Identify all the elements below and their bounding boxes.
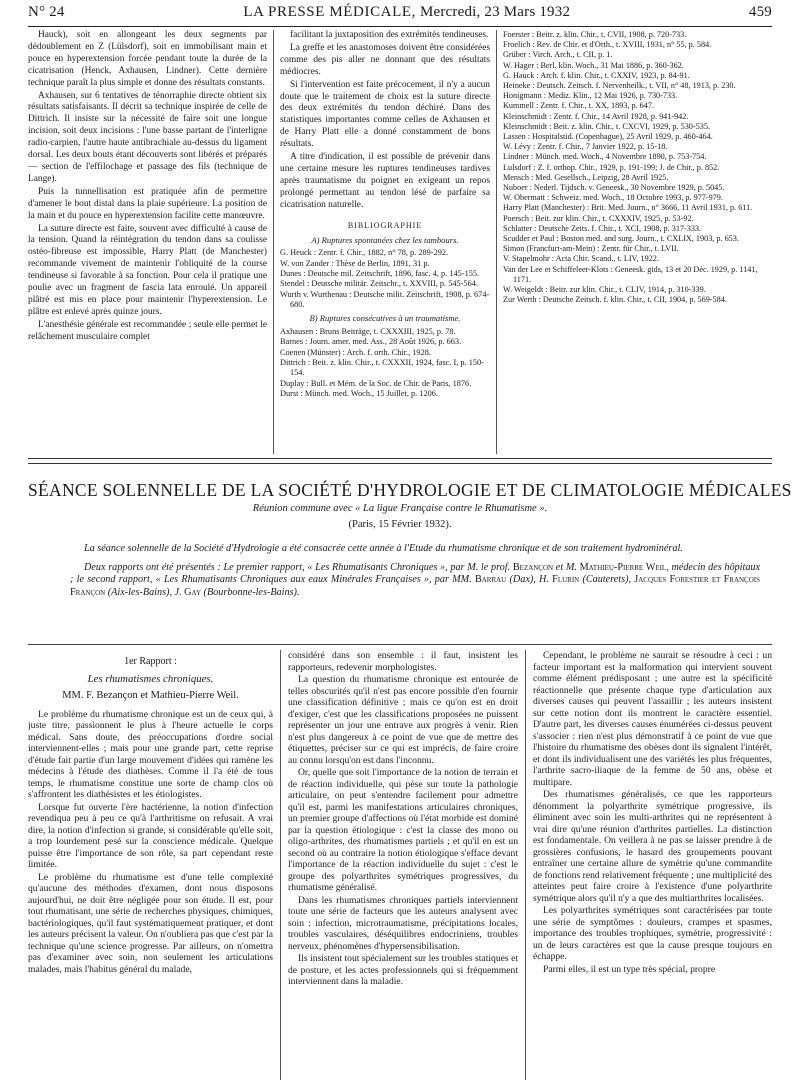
paragraph: Puis la tunnellisation est pratiquée afin de permettre d'amener le bout distal dans la plaie supérieure. La position de la main et du pouce en hyperextension facilite cette manœuvre. xyxy=(28,186,267,221)
paragraph: facilitant la juxtaposition des extrémités tendineuses. xyxy=(290,30,489,40)
paragraph: Des rhumatismes généralisés, ce que les rapporteurs dénomment la polyarthrite symétrique progressive, ils éliminent avec soin les multi-arthrites qui ne représentent à vrai dire qu'une réunion d'arthrites partielles. La distinction est fondamentale. On veillera à ne pas se laisser prendre à de grossières confusions, le hasard des groupements pouvant entraîner une certaine allure de symétrie qu'une commandite de fonctions rend relativement fréquente ; une multiplicité des atteintes peut faire croire à l'existence d'une polyarthrite symétrique alors qu'il n'y a que des multiarthrites localisées. xyxy=(533,789,772,904)
author-name: Mathieu-Pierre Weil xyxy=(579,561,667,573)
reference: Kleinschmidt : Beit. z. klin. Chir., t. CXCVI, 1929, p. 530-535. xyxy=(503,121,710,131)
section-subtitle xyxy=(28,503,772,514)
reference: Wurth v. Wurthenau : Deutsche milit. Zeitschrift, 1908, p. 674-680. xyxy=(280,289,490,309)
reference: Kummell : Zentr. f. Chir., t. XX, 1893, p. 647. xyxy=(503,101,655,111)
reference: Poersch : Beit. zur klin. Chir., t. CXXXIV, 1925, p. 53-92. xyxy=(503,213,694,223)
paragraph: Dans les rhumatismes chroniques partiels interviennent toute une série de facteurs que les auteurs analysent avec soin : infection, microtraumatisme, précipitations locales, troubles vasculaires, déséquilibres endocriniens, troubles nerveux, phénomènes d'hypersensibilisation. xyxy=(288,894,518,952)
journal-masthead xyxy=(243,4,570,21)
author-name: Gay xyxy=(184,586,201,598)
section-divider xyxy=(28,458,772,464)
running-header xyxy=(28,4,772,26)
reference: Schlatter : Deutsche Zeits. f. Chir., t. XCI, 1908, p. 317-333. xyxy=(503,223,702,233)
paragraph: considéré dans son ensemble : il faut, insistent les rapporteurs, redevenir morphologistes. xyxy=(288,650,518,673)
reference: Kleinschmidt : Zentr. f. Chir., 14 Avril 1928, p. 941-942. xyxy=(503,111,689,121)
intro-text: (Bourbonne-les-Bains). xyxy=(203,586,300,598)
bibliography-subheading: B) Ruptures consécutives à un traumatisme. xyxy=(309,313,461,324)
reference: Durst : Münch. med. Woch., 15 Juillet, p. 1206. xyxy=(280,388,438,398)
journal-name: LA PRESSE MÉDICALE, xyxy=(243,4,416,20)
top-article xyxy=(28,30,772,454)
intro-paragraph: La séance solennelle de la Société d'Hydrologie a été consacrée cette année à l'Etude du rhumatisme chronique et de son traitement hydrominéral. xyxy=(84,543,683,554)
header-rule xyxy=(28,26,772,27)
rapport-title: Les rhumatismes chroniques. xyxy=(87,672,214,685)
bibliography-heading: BIBLIOGRAPHIE xyxy=(347,220,423,230)
reference: Duplay : Bull. et Mém. de la Soc. de Chir. de Paris, 1876. xyxy=(280,378,472,388)
author-name: Flurin xyxy=(552,574,580,585)
reference: Coenen (Münster) : Arch. f. orth. Chir., 1928. xyxy=(280,347,431,357)
subtitle-ligue: La ligue Française contre le Rhumatisme xyxy=(363,503,537,514)
bottom-column-3 xyxy=(525,650,772,1080)
intro-text: (Cauterets), xyxy=(582,574,632,585)
paragraph: La question du rhumatisme chronique est entourée de telles obscurités qu'il n'est pas encore possible d'en fournir une classification définitive ; mais ce qu'on est en droit d'exiger, c'est que les classifications proposées ne puissent représenter un jour une entrave aux progrès à venir. Rien n'est plus dangereux à ce point de vue que de mettre des étiquettes, préciser sur ce qui est imprécis, de faire croire au connu lorsqu'on est dans l'inconnu. xyxy=(288,674,518,766)
bibliography-subheading: A) Ruptures spontanées chez les tambours. xyxy=(311,234,459,245)
top-column-1 xyxy=(28,30,273,454)
reference: Froelich : Rev. de Chir. et d'Orth., t. XVIII, 1931, n° 55, p. 584. xyxy=(503,40,712,50)
reference: Van der Lee et Schiffeleer-Klots : Geneesk. gids, 13 et 20 Déc. 1929, p. 1141, 1171. xyxy=(503,264,758,284)
reference: G. Heuck : Zentr. f. Chir., 1882, n° 78, p. 289-292. xyxy=(280,248,449,258)
reference: Honigmann : Mediz. Klin., 12 Mai 1926, p. 730-733. xyxy=(503,91,678,101)
intro-divider xyxy=(28,644,772,645)
reference: W. Obermatt : Schweiz. med. Woch., 18 Octobre 1993, p. 977-979. xyxy=(503,193,723,203)
paragraph: Parmi elles, il est un type très spécial, propre xyxy=(543,963,716,975)
rapport-article xyxy=(28,650,772,1080)
paragraph: Si l'intervention est faite précocement, il n'y a aucun doute que le traitement de choix est la suture directe des deux extrémités du tendon déchiré. Dans des statistiques importantes comme celles de Axhausen et de Harry Platt elle a donné constamment de bons résultats. xyxy=(280,79,490,150)
reference: Lindner : Münch. med. Woch., 4 Novembre 1890, p. 753-754. xyxy=(503,152,707,162)
reference: W. Weigeldt : Beitr. zur klin. Chir., t. CLIV, 1914, p. 310-339. xyxy=(503,285,706,295)
paragraph: A titre d'indication, il est possible de prévenir dans une certaine mesure les ruptures tendineuses tardives après traumatisme du poignet en exigeant un repos prolongé permettant au tendon lésé de parfaire sa cicatrisation naturelle. xyxy=(280,152,490,210)
reference: Lulsdorf : Z. f. orthop. Chir., 1929, p. 191-199; J. de Chir., p. 852. xyxy=(503,162,720,172)
reference: W. Hager : Berl. klin. Woch., 31 Mai 1886, p. 360-362. xyxy=(503,60,684,70)
intro-text: , médecin des hôpitaux ; le second rapport, « Les Rhumatisants Chroniques aux eaux Minérales Françaises », par MM. xyxy=(70,561,761,585)
reference: Mensch : Med. Gesellsch., Leipzig, 28 Avril 1925. xyxy=(503,172,669,182)
reference: G. Hauck : Arch. f. klin. Chir., t. CXXIV, 1923, p. 84-91. xyxy=(503,70,690,80)
paragraph: Les polyarthrites symétriques sont caractérisées par toute une série de symptômes : douleurs, crampes et spasmes, importance des troubles trophiques, symétrie, progressivité : un de leurs caractères est que la cause presque toujours en échappe. xyxy=(533,905,772,962)
bottom-column-2 xyxy=(280,650,525,1080)
intro-text: et M. xyxy=(555,561,577,573)
paragraph: Lorsque fut ouverte l'ère bactérienne, la notion d'infection revendiqua peu à peu ce qu'à l'arthritisme on refusait. A vrai dire, la notion d'infection si grande, si considérable qu'elle soit, a trop lourdement pesé sur la conscience médicale. Quelque puisse être l'importance de son rôle, sa part cependant reste limitée. xyxy=(28,801,273,870)
reference: Scudder et Paul : Boston med. and surg. Journ., t. CXLIX, 1903, p. 653. xyxy=(503,234,739,244)
reference: Nuboer : Nederl. Tijdsch. v. Geneesk., 30 Novembre 1929, p. 5045. xyxy=(503,183,725,193)
reference: Heineke : Deutsch. Zeitsch. f. Nervenheilk., t. VII, n° 48, 1913, p. 230. xyxy=(503,81,736,91)
author-name: Barrau xyxy=(474,574,507,585)
issue-date: Mercredi, 23 Mars 1932 xyxy=(419,4,571,20)
reference: Grüber : Virch. Arch., t. CII, p. 1. xyxy=(503,50,613,60)
section-date: (Paris, 15 Février 1932). xyxy=(348,519,452,530)
intro-text: (Dax), H. xyxy=(509,574,549,585)
reference: Foerster : Beitr. z. klin. Chir., t. CVII, 1908, p. 720-733. xyxy=(503,30,687,39)
page-number: 459 xyxy=(748,4,772,20)
reference: Lassen : Hospitalstid. (Copenhague), 25 Avril 1929, p. 460-464. xyxy=(503,132,713,142)
paragraph: L'anesthésie générale est recommandée ; seule elle permet le relâchement musculaire complet xyxy=(28,319,267,342)
top-column-3 xyxy=(496,30,772,454)
issue-number: N° 24 xyxy=(28,4,65,20)
reference: W. von Zander : Thèse de Berlin, 1891, 31 p. xyxy=(280,258,430,268)
reference: Simon (Francfurt-am-Mein) : Zentr. für Chir., t. LVII. xyxy=(503,244,679,254)
intro-text: Deux rapports ont été présentés : Le premier rapport, « Les Rhumatisants Chroniques », par M. le prof. xyxy=(84,561,511,573)
intro-text: (Aix-les-Bains), J. xyxy=(107,586,182,598)
paragraph: Ils insistent tout spécialement sur les troubles statiques et de posture, et les actes professionnels qui si fréquemment interviennent dans la maladie. xyxy=(288,953,518,987)
reference: Axhausen : Bruns Beiträge, t. CXXXIII, 1925, p. 78. xyxy=(280,327,456,337)
paragraph: Cependant, le problème ne saurait se résoudre à ceci : un facteur important est la malformation qui intervient souvent comme élément prédisposant ; une autre est la spécificité réactionnelle que présente chaque type d'articulation aux diverses causes qui peuvent l'assaillir ; les auteurs insistent sur cette notion dont ils montrent le caractère essentiel. D'autre part, les diverses causes énumérées ci-dessus peuvent s'associer : rien n'est plus démonstratif à ce point de vue que l'histoire du rhumatisme des obèses dont ils signalent l'intérêt, et dont ils individualisent une des variétés les plus fréquentes, l'arthrite sacro-iliaque de la femme de 50 ans, obèse et multipare. xyxy=(533,650,772,788)
reference: Stendel : Deutsche militär. Zeitschr., t. XXVIII, p. 545-564. xyxy=(280,279,478,289)
rapport-label: 1er Rapport : xyxy=(124,656,177,667)
reference: Zur Werth : Deutsche Zeitsch. f. klin. Chir., t. CII, 1904, p. 569-584. xyxy=(503,295,727,305)
reference: V. Stapelmohr : Acta Chir. Scand., t. LIV, 1922. xyxy=(503,254,659,264)
bottom-column-1 xyxy=(28,650,280,1080)
subtitle-part: ». xyxy=(539,503,548,514)
paragraph: Le problème du rhumatisme est d'une telle complexité qu'aucune des méthodes d'examen, dont nous disposons aujourd'hui, ne doit être négligée pour son étude. Il est, pour tout rhumatisant, une série de recherches physiques, chimiques, bactériologiques, qu'il faut systématiquement pratiquer, et dont les auteurs précisent la valeur. On n'oubliera pas que c'est par la technique qu'une science progresse. Par ailleurs, on n'omettra pas d'examiner avec soin, non seulement les articulations malades, mais l'habitus général du malade, xyxy=(28,871,273,975)
subtitle-part: Réunion commune avec « xyxy=(252,503,361,514)
reference: Dunes : Deutsche mil. Zeitschrift, 1896, fasc. 4, p. 145-155. xyxy=(280,269,480,278)
rapport-authors: MM. F. Bezançon et Mathieu-Pierre Weil. xyxy=(62,690,239,701)
paragraph: Hauck), soit en allongeant les deux segments par dédoublement en Z (Lülsdorf), soit en immobilisant main et pouce en hyperextension forcée pendant toute la durée de la cicatrisation (Henck, Axhausen, Lindner). Cette dernière technique paraît la plus simple et donne des résultats constants. xyxy=(28,30,267,88)
author-name: Jacques Forestier et François Françon xyxy=(70,574,761,598)
reference: Barnes : Journ. amer. med. Ass., 28 Août 1926, p. 663. xyxy=(280,337,462,347)
section-title: SÉANCE SOLENNELLE DE LA SOCIÉTÉ D'HYDROLOGIE ET DE CLIMATOLOGIE MÉDICALES xyxy=(28,480,792,500)
paragraph: Le problème du rhumatisme chronique est un de ceux qui, à juste titre, passionnent le plus à l'heure actuelle le corps médical. Sans doute, des préoccupations d'ordre social interviennent-elles ; mais pour une grande part, cette reprise d'étude fait partie d'un large mouvement d'idées qui ramène les médecins à l'étude des diathèses. Comme il l'a été de tous temps, le rhumatisme constitue une sorte de champ clos où s'affrontent les diathésistes et les étiologistes. xyxy=(28,708,273,800)
reference: Dittrich : Beit. z. klin. Chir., t. CXXXII, 1924, fasc. I, p. 150-154. xyxy=(280,357,484,378)
paragraph: Or, quelle que soit l'importance de la notion de terrain et de réaction individuelle, qui pèse sur toute la pathologie articulaire, on peut s'entendre facilement pour admettre qu'il est, parmi les manifestations articulaires chroniques, un premier groupe d'affections où l'état morbide est dominé par la question étiologique : c'est la classe des mono ou oligo-arthrites, des rhumatismes partiels ; et qu'il en est un second où au contraire la notion étiologique s'efface devant l'importance de la réaction individuelle du sujet : c'est le groupe des polyarthrites symétriques progressives, du rhumatisme généralisé. xyxy=(288,767,518,893)
paragraph: Axhausen, sur 6 tentatives de ténorraphie directe obtient six résultats satisfaisants. Il décrit sa technique inspirée de celle de Dittrich. Il insiste sur la nécessité de faire soit une longue incision, soit deux incisions : l'une basse partant de l'interligne radio-carpien, l'autre haute antibrachiale au-dessus du ligament dorsal. Les deux bouts étant découverts sont libérés et préparés — section de l'effilochage et passage des fils (technique de Lange). xyxy=(28,90,267,184)
reference: Harry Platt (Manchester) : Brit. Med. Journ., n° 3666, 11 Avril 1931, p. 611. xyxy=(503,203,753,213)
author-name: Bezançon xyxy=(512,561,554,573)
top-column-2 xyxy=(273,30,496,454)
intro-paragraph-reports xyxy=(70,562,760,600)
paragraph: La suture directe est faite, souvent avec difficulté à cause de la tension. Quand la réintégration du tendon dans sa coulisse ostéo-fibreuse est impossible, Harry Platt (de Manchester) recommande vivement de maintenir l'obliquité de la course tendineuse si favorable à sa fonction. Pour cela il pratique une poulie avec un fragment de fascia lata enroulé. Un appareil plâtré est mis en place pour maintenir l'hyperextension. Le plâtre est enlevé après quinze jours. xyxy=(28,223,267,317)
paragraph: La greffe et les anastomoses doivent être considérées comme des pis aller ne donnant que des résultats médiocres. xyxy=(280,42,490,77)
section-intro xyxy=(70,543,760,605)
reference: W. Lévy : Zentr. f. Chir., 7 Janvier 1922, p. 15-18. xyxy=(503,142,668,152)
